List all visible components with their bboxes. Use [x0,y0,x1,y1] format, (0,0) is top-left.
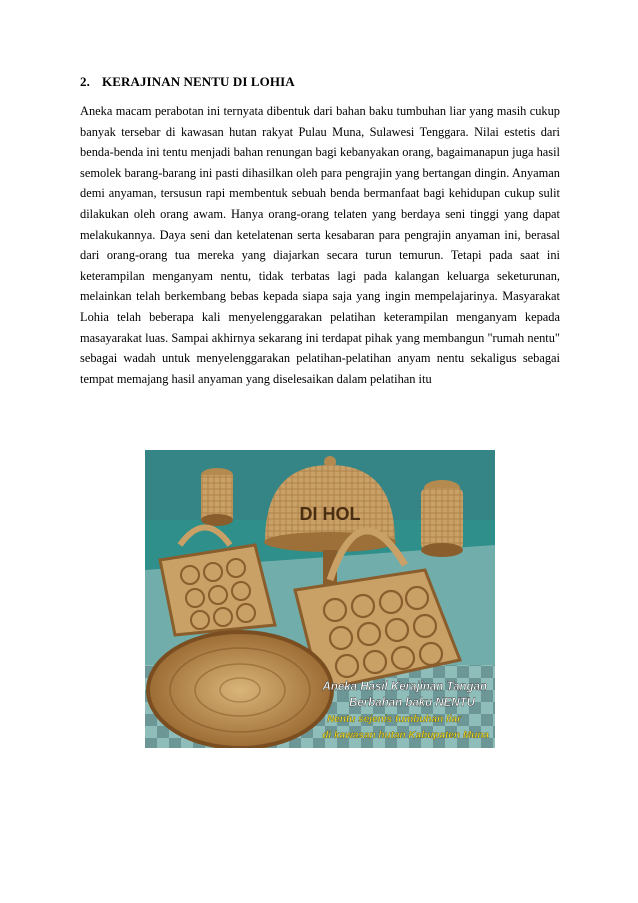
body-paragraph: Aneka macam perabotan ini ternyata dibentuk dari bahan baku tumbuhan liar yang masih cukup banyak tersebar di kawasan hutan rakyat Pulau Muna, Sulawesi Tenggara. Nilai estetis dari benda-benda ini tentu menjadi bahan renungan bagi kebanyakan orang, bagaimanapun juga hasil semolek barang-barang ini pasti dihasilkan oleh para pengrajin yang bertangan dingin. Anyaman demi anyaman, tersusun rapi membentuk sebuah benda bermanfaat bagi kehidupan cukup sulit dilakukan oleh orang awam. Hanya orang-orang telaten yang berdaya seni tinggi yang dapat melakukannya. Daya seni dan ketelatenan serta kesabaran para pengrajin anyaman ini, berasal dari orang-orang tua mereka yang diajarkan secara turun temurun. Tetapi pada saat ini keterampilan menganyam nentu, tidak terbatas lagi pada kalangan keluarga seketurunan, melainkan telah berkembang bebas kepada siapa saja yang ingin mempelajarinya. Masyarakat Lohia telah beberapa kali menyelenggarakan pelatihan keterampilan menganyam kepada masayarakat luas. Sampai akhirnya sekarang ini terdapat pihak yang membangun "rumah nentu" sebagai wadah untuk menyelenggarakan pelatihan-pelatihan anyam nentu sekaligus sebagai tempat memajang hasil anyaman yang diselesaikan dalam pelatihan itu [80,104,560,386]
caption-line-2: Berbahan baku NENTU [349,697,475,709]
dome-lid-text: DI HOL [299,504,361,524]
round-plate [148,632,332,748]
handicraft-photo [145,450,495,748]
section-number: 2. [80,74,90,89]
left-jar [201,468,233,526]
section-title: KERAJINAN NENTU DI LOHIA [102,74,295,89]
caption-line-1: Aneka Hasil Kerajinan Tangan [322,681,487,693]
section-heading [80,74,295,90]
right-jar [421,480,463,557]
caption-line-3: Nentu sejenis tumbuhan liar [327,714,461,725]
caption-line-4: di kawasan hutan Kabupaten Muna [322,730,489,741]
